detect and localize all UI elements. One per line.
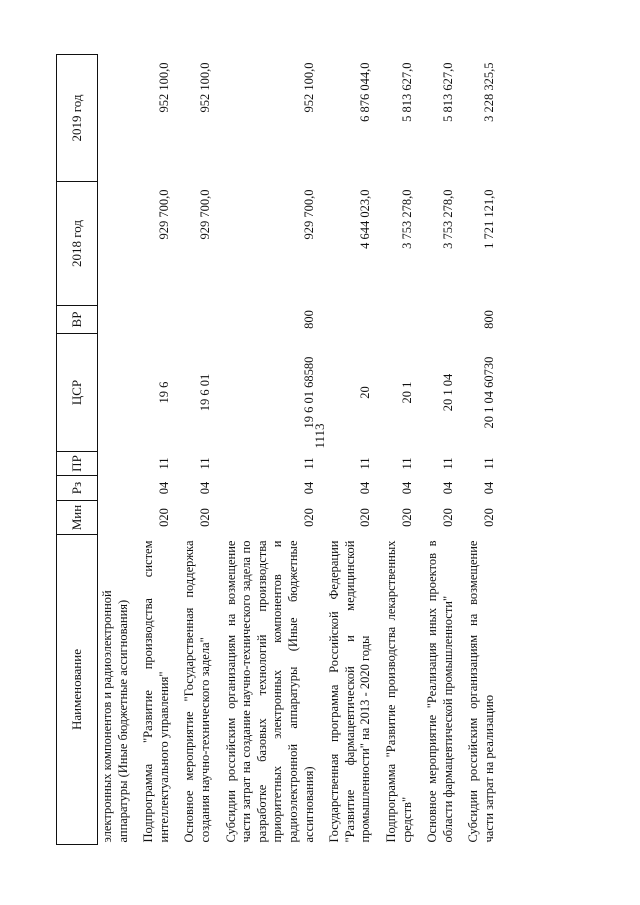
row-2019: 952 100,0 (156, 62, 171, 113)
row-2019: 5 813 627,0 (440, 62, 455, 122)
header-min: Мин (57, 501, 98, 535)
row-rz: 04 (399, 481, 414, 495)
row-min: 020 (358, 508, 373, 527)
row-2019: 5 813 627,0 (399, 62, 414, 122)
budget-table (56, 54, 500, 845)
row-vr: 800 (301, 310, 316, 329)
row-vr (134, 306, 175, 334)
row-csr (98, 334, 135, 452)
header-pr: ПР (57, 452, 98, 476)
row-pr: 11 (197, 457, 212, 470)
row-csr: 19 6 (156, 381, 171, 404)
row-vr (175, 306, 216, 334)
row-rz: 04 (358, 481, 373, 495)
row-pr (98, 452, 135, 476)
row-2018: 1 721 121,0 (481, 189, 496, 249)
table-row (134, 55, 175, 845)
row-2018: 4 644 023,0 (358, 189, 373, 249)
row-min: 020 (156, 508, 171, 527)
row-vr: 800 (481, 310, 496, 329)
table-row (418, 55, 459, 845)
row-name: Подпрограмма "Развитие производства систем интеллектуального управления" (141, 540, 171, 843)
row-csr: 20 1 (399, 381, 414, 404)
table-row (98, 55, 135, 845)
row-csr: 20 (358, 386, 373, 399)
row-2018: 3 753 278,0 (399, 189, 414, 249)
row-csr: 19 6 01 68580 (301, 356, 316, 429)
header-vr: ВР (57, 306, 98, 334)
row-name: Субсидии российским организациям на возмещение части затрат на реализацию (466, 540, 496, 843)
row-min: 020 (301, 508, 316, 527)
row-name: Основное мероприятие "Реализация иных проектов в области фармацевтической промышленности" (425, 540, 455, 843)
header-csr: ЦСР (57, 334, 98, 452)
row-vr (98, 306, 135, 334)
row-rz: 04 (301, 481, 316, 495)
row-pr: 11 (481, 457, 496, 470)
row-name: Субсидии российским организациям на возмещение части затрат на создание научно-технического задела по разработке базовых технологий производства приоритетных электронных компонентов и радиоэлектронной аппаратуры (Иные бюджетные ассигнования) (223, 540, 316, 843)
row-name: Подпрограмма "Развитие производства лекарственных средств" (383, 540, 414, 843)
row-min: 020 (399, 508, 414, 527)
table-row (459, 55, 500, 845)
header-2019: 2019 год (57, 55, 98, 182)
row-min: 020 (440, 508, 455, 527)
row-rz: 04 (440, 481, 455, 495)
row-rz: 04 (481, 481, 496, 495)
row-pr: 11 (440, 457, 455, 470)
row-rz: 04 (197, 481, 212, 495)
row-pr: 11 (301, 457, 316, 470)
row-vr (377, 306, 418, 334)
row-2019: 952 100,0 (197, 62, 212, 113)
row-2018: 3 753 278,0 (440, 189, 455, 249)
row-name: электронных компонентов и радиоэлектронной аппаратуры (Иные бюджетные ассигнования) (100, 590, 130, 843)
row-2018: 929 700,0 (301, 189, 316, 240)
row-2018 (98, 182, 135, 306)
row-2018: 929 700,0 (197, 189, 212, 240)
row-rz: 04 (156, 481, 171, 495)
row-2019: 952 100,0 (301, 62, 316, 113)
row-min: 020 (481, 508, 496, 527)
header-rz: Рз (57, 476, 98, 501)
table-row (175, 55, 216, 845)
row-pr: 11 (358, 457, 373, 470)
row-vr (418, 306, 459, 334)
row-pr: 11 (399, 457, 414, 470)
table-row (320, 55, 377, 845)
row-min (98, 501, 135, 535)
row-name: Государственная программа Российской Федерации "Развитие фармацевтической и медицинской промышленности" на 2013 - 2020 годы (327, 540, 373, 843)
row-name: Основное мероприятие "Государственная поддержка создания научно-технического задела" (182, 540, 212, 843)
header-name: Наименование (57, 535, 98, 845)
row-2019: 6 876 044,0 (358, 62, 373, 122)
row-csr: 20 1 04 (440, 373, 455, 412)
row-2019: 3 228 325,5 (481, 62, 496, 122)
row-pr: 11 (156, 457, 171, 470)
row-vr (320, 306, 377, 334)
budget-table-rotated (56, 55, 544, 845)
table-header (57, 55, 98, 845)
row-min: 020 (197, 508, 212, 527)
table-row (377, 55, 418, 845)
row-rz (98, 476, 135, 501)
row-csr: 19 6 01 (197, 373, 212, 412)
page-number: 1113 (312, 423, 327, 449)
row-2019 (98, 55, 135, 182)
header-2018: 2018 год (57, 182, 98, 306)
row-csr: 20 1 04 60730 (481, 356, 496, 429)
row-2018: 929 700,0 (156, 189, 171, 240)
table-row (217, 55, 321, 845)
